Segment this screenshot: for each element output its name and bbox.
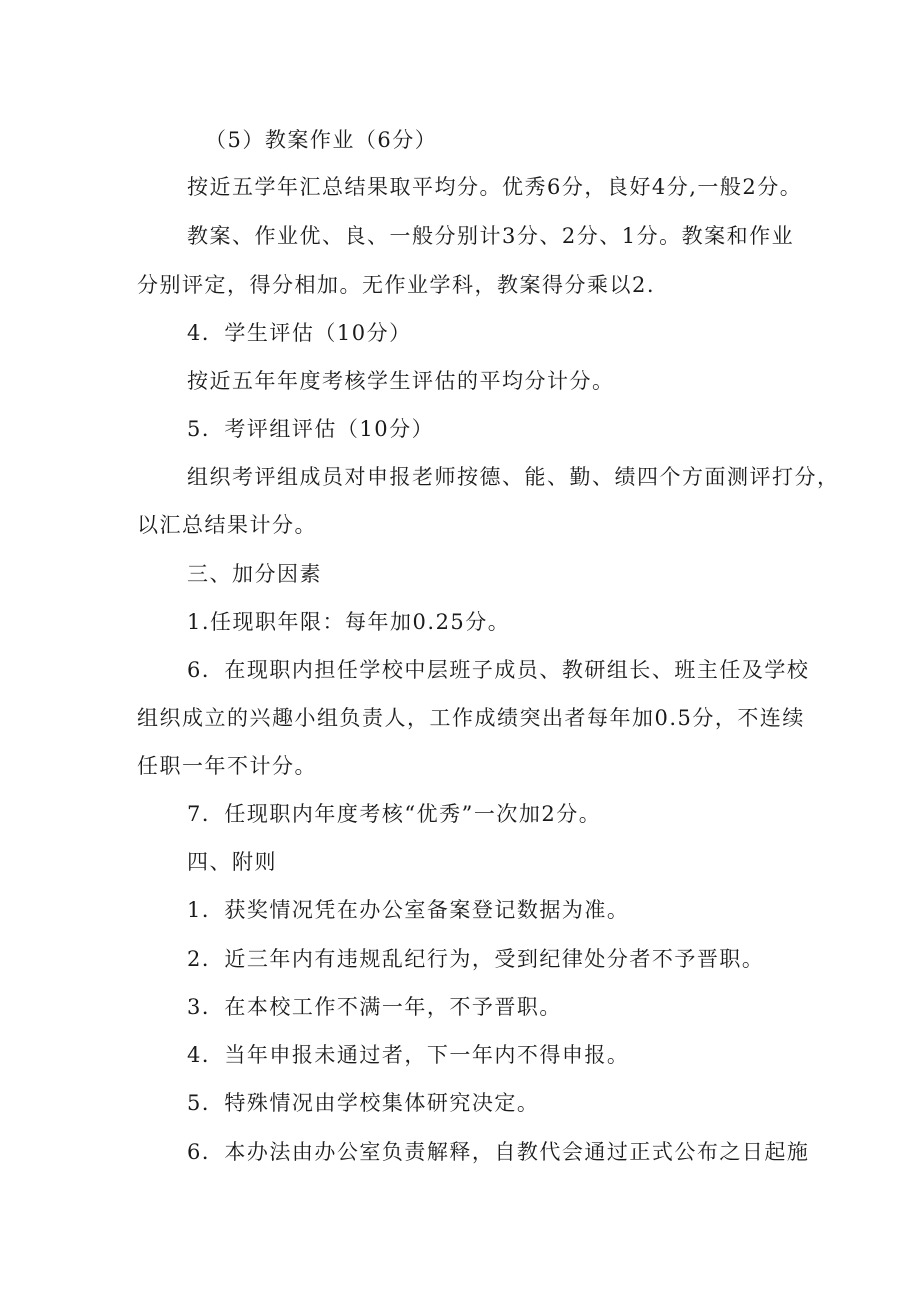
rule-reapplication: 4．当年申报未通过者，下一年内不得申报。 [187, 1043, 630, 1067]
item-tenure-bonus: 1.任现职年限：每年加0.25分。 [187, 610, 511, 634]
item-heading-panel-evaluation: 5．考评组评估（10分） [187, 417, 435, 441]
rule-service-period: 3．在本校工作不满一年，不予晋职。 [187, 995, 562, 1019]
rule-awards-record: 1．获奖情况凭在办公室备案登记数据为准。 [187, 898, 630, 922]
section-heading-bonus-factors: 三、加分因素 [187, 562, 322, 586]
paragraph-student-evaluation: 按近五年年度考核学生评估的平均分计分。 [187, 369, 615, 393]
paragraph-panel-evaluation: 组织考评组成员对申报老师按德、能、勤、绩四个方面测评打分， [187, 465, 840, 489]
rule-disciplinary: 2．近三年内有违规乱纪行为，受到纪律处分者不予晋职。 [187, 947, 765, 971]
item-leadership-bonus-cont: 组织成立的兴趣小组负责人，工作成绩突出者每年加0.5分，不连续 [137, 706, 805, 730]
item-heading-student-evaluation: 4．学生评估（10分） [187, 321, 412, 345]
rule-special-cases: 5．特殊情况由学校集体研究决定。 [187, 1091, 540, 1115]
paragraph-panel-evaluation-cont: 以汇总结果计分。 [137, 513, 317, 537]
paragraph-lesson-plans-detail-cont: 分别评定，得分相加。无作业学科，教案得分乘以2. [137, 273, 656, 297]
rule-interpretation: 6．本办法由办公室负责解释，自教代会通过正式公布之日起施 [187, 1140, 810, 1164]
item-leadership-bonus-cont2: 任职一年不计分。 [137, 754, 317, 778]
paragraph-lesson-plans-detail: 教案、作业优、良、一般分别计3分、2分、1分。教案和作业 [187, 224, 795, 248]
paragraph-lesson-plans-scoring: 按近五学年汇总结果取平均分。优秀6分，良好4分,一般2分。 [187, 175, 803, 199]
item-leadership-bonus: 6．在现职内担任学校中层班子成员、教研组长、班主任及学校 [187, 658, 810, 682]
subsection-heading-lesson-plans: （5）教案作业（6分） [205, 128, 438, 152]
section-heading-supplementary: 四、附则 [187, 850, 277, 874]
item-excellent-rating-bonus: 7．任现职内年度考核“优秀”一次加2分。 [187, 802, 602, 826]
